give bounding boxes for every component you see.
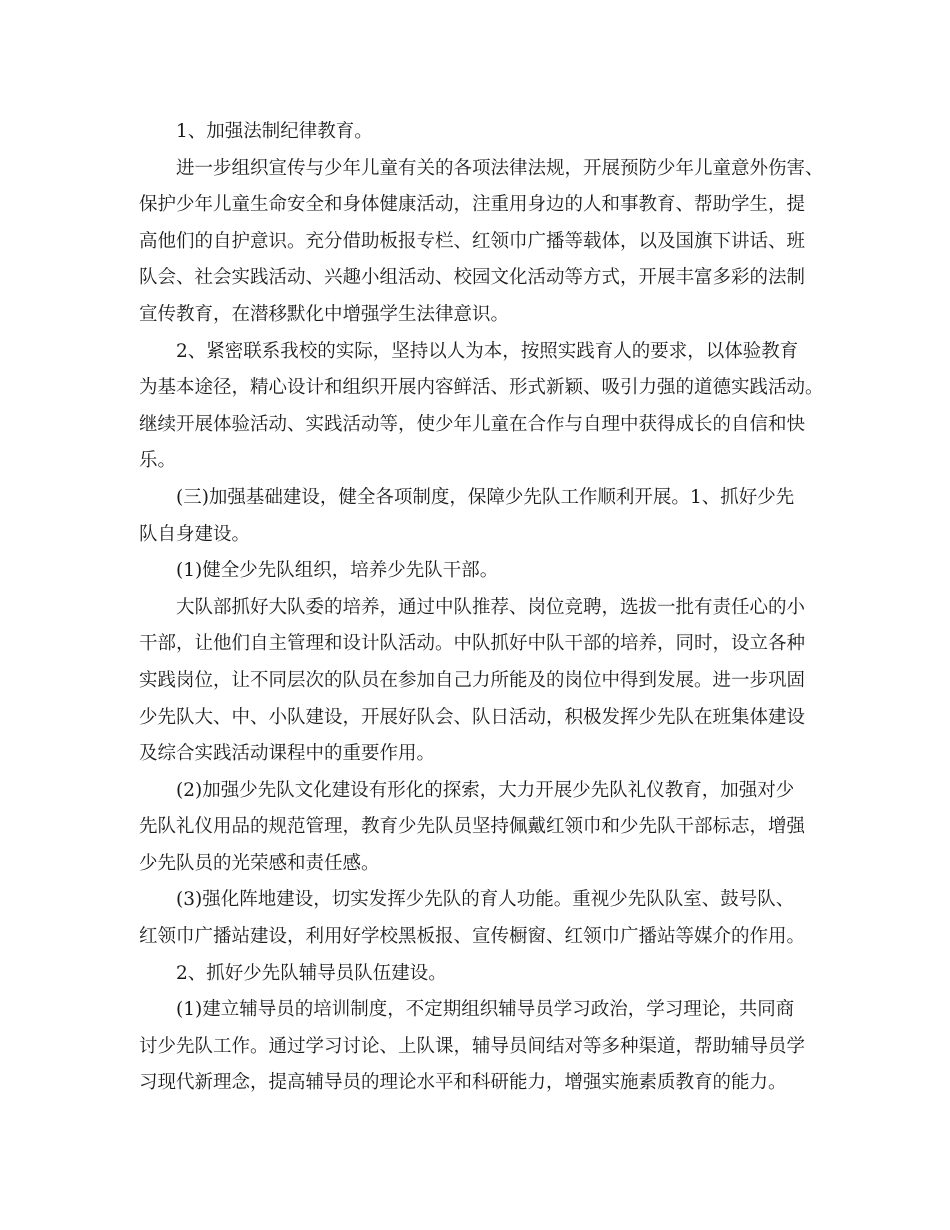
paragraph-6 xyxy=(139,590,819,773)
text-line: 少先队员的光荣感和责任感。 xyxy=(139,852,380,874)
text-line: 2、紧密联系我校的实际，坚持以人为本，按照实践育人的要求，以体验教育 xyxy=(176,340,799,362)
paragraph-7 xyxy=(139,773,819,883)
text-line: 队会、社会实践活动、兴趣小组活动、校园文化活动等方式，开展丰富多彩的法制 xyxy=(139,267,806,289)
paragraph-5 xyxy=(139,553,819,590)
text-line: 进一步组织宣传与少年儿童有关的各项法律法规，开展预防少年儿童意外伤害、 xyxy=(176,157,824,179)
paragraph-3 xyxy=(139,334,824,480)
text-line: (1)建立辅导员的培训制度，不定期组织辅导员学习政治，学习理论，共同商 xyxy=(176,999,795,1021)
text-line: 1、加强法制纪律教育。 xyxy=(176,121,373,142)
text-line: 队自身建设。 xyxy=(139,523,251,545)
paragraph-2 xyxy=(139,151,824,334)
text-line: (1)健全少先队组织，培养少先队干部。 xyxy=(176,560,499,582)
text-line: 2、抓好少先队辅导员队伍建设。 xyxy=(176,962,447,984)
text-line: 先队礼仪用品的规范管理，教育少先队员坚持佩戴红领巾和少先队干部标志，增强 xyxy=(139,816,806,838)
text-line: 干部，让他们自主管理和设计队活动。中队抓好中队干部的培养，同时，设立各种 xyxy=(139,633,806,655)
text-line: 保护少年儿童生命安全和身体健康活动，注重用身边的人和事教育、帮助学生，提 xyxy=(139,194,806,216)
text-line: (2)加强少先队文化建设有形化的探索，大力开展少先队礼仪教育，加强对少 xyxy=(176,779,795,801)
text-line: 及综合实践活动课程中的重要作用。 xyxy=(139,743,436,765)
text-line: 继续开展体验活动、实践活动等，使少年儿童在合作与自理中获得成长的自信和快 xyxy=(139,413,806,435)
text-line: (三)加强基础建设，健全各项制度，保障少先队工作顺利开展。1、抓好少先 xyxy=(176,486,795,508)
text-line: 宣传教育，在潜移默化中增强学生法律意识。 xyxy=(139,303,510,325)
text-line: 乐。 xyxy=(139,450,177,472)
paragraph-1 xyxy=(139,114,819,151)
text-line: 大队部抓好大队委的培养，通过中队推荐、岗位竞聘，选拔一批有责任心的小 xyxy=(176,596,806,618)
paragraph-4 xyxy=(139,480,819,553)
document-body xyxy=(139,114,824,1102)
text-line: 少先队大、中、小队建设，开展好队会、队日活动，积极发挥少先队在班集体建设 xyxy=(139,706,806,728)
text-line: 高他们的自护意识。充分借助板报专栏、红领巾广播等载体，以及国旗下讲话、班 xyxy=(139,230,806,252)
paragraph-8 xyxy=(139,882,819,955)
text-line: (3)强化阵地建设，切实发挥少先队的育人功能。重视少先队队室、鼓号队、 xyxy=(176,889,795,911)
text-line: 为基本途径，精心设计和组织开展内容鲜活、形式新颖、吸引力强的道德实践活动。 xyxy=(139,377,824,399)
paragraph-10 xyxy=(139,992,819,1102)
paragraph-9 xyxy=(139,956,819,993)
text-line: 讨少先队工作。通过学习讨论、上队课，辅导员间结对等多种渠道，帮助辅导员学 xyxy=(139,1035,806,1057)
text-line: 习现代新理念，提高辅导员的理论水平和科研能力，增强实施素质教育的能力。 xyxy=(139,1072,787,1094)
text-line: 红领巾广播站建设，利用好学校黑板报、宣传橱窗、红领巾广播站等媒介的作用。 xyxy=(139,926,806,948)
text-line: 实践岗位，让不同层次的队员在参加自己力所能及的岗位中得到发展。进一步巩固 xyxy=(139,669,806,691)
